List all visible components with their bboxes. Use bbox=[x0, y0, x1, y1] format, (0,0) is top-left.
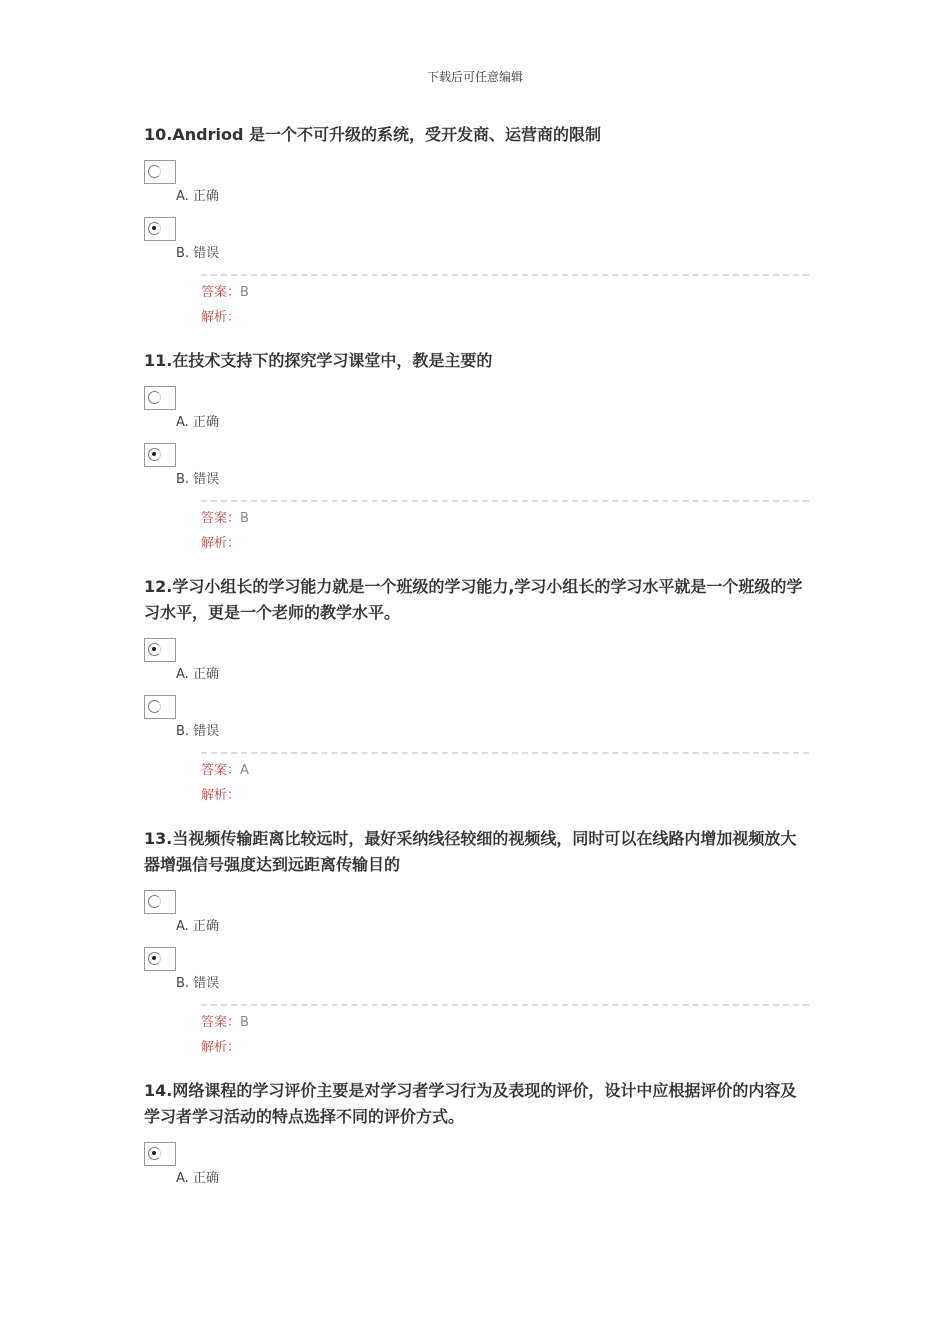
analysis-label: 解析： bbox=[201, 536, 241, 551]
question-text: 在技术支持下的探究学习课堂中，教是主要的 bbox=[172, 351, 493, 370]
radio-button[interactable] bbox=[144, 695, 176, 719]
option-label: A. 正确 bbox=[176, 667, 219, 682]
radio-button-selected[interactable] bbox=[144, 1142, 176, 1166]
answer-option bbox=[144, 695, 809, 740]
analysis-line bbox=[201, 1035, 809, 1060]
answer-option bbox=[144, 160, 809, 205]
answer-label: 答案： bbox=[201, 285, 241, 300]
answer-option bbox=[144, 638, 809, 683]
radio-circle-icon bbox=[148, 448, 161, 461]
radio-circle-icon bbox=[148, 222, 161, 235]
question-title bbox=[144, 348, 809, 374]
option-label: A. 正确 bbox=[176, 1171, 219, 1186]
answer-block bbox=[201, 1004, 809, 1060]
question-number: 14. bbox=[144, 1081, 173, 1100]
analysis-line bbox=[201, 531, 809, 556]
question-item bbox=[144, 574, 809, 808]
answer-line bbox=[201, 280, 809, 305]
radio-button-selected[interactable] bbox=[144, 443, 176, 467]
analysis-line bbox=[201, 305, 809, 330]
radio-button-selected[interactable] bbox=[144, 947, 176, 971]
answer-option bbox=[144, 947, 809, 992]
question-number: 11. bbox=[144, 351, 173, 370]
analysis-label: 解析： bbox=[201, 1040, 241, 1055]
analysis-line bbox=[201, 783, 809, 808]
question-number: 13. bbox=[144, 829, 173, 848]
answer-block bbox=[201, 752, 809, 808]
question-text: 是一个不可升级的系统，受开发商、运营商的限制 bbox=[243, 125, 601, 144]
question-title bbox=[144, 826, 809, 878]
answer-option bbox=[144, 386, 809, 431]
analysis-label: 解析： bbox=[201, 310, 241, 325]
radio-button-selected[interactable] bbox=[144, 638, 176, 662]
answer-block bbox=[201, 500, 809, 556]
option-label: A. 正确 bbox=[176, 189, 219, 204]
answer-option bbox=[144, 217, 809, 262]
radio-button[interactable] bbox=[144, 160, 176, 184]
question-number: 12. bbox=[144, 577, 173, 596]
option-label: B. 错误 bbox=[176, 976, 220, 991]
answer-label: 答案： bbox=[201, 511, 241, 526]
question-title bbox=[144, 122, 809, 148]
answer-value: B bbox=[240, 1015, 249, 1030]
radio-button[interactable] bbox=[144, 386, 176, 410]
question-title bbox=[144, 1078, 809, 1130]
answer-line bbox=[201, 506, 809, 531]
radio-circle-icon bbox=[148, 700, 161, 713]
radio-circle-icon bbox=[148, 391, 161, 404]
radio-circle-icon bbox=[148, 1147, 161, 1160]
question-text: 学习小组长的学习能力就是一个班级的学习能力,学习小组长的学习水平就是一个班级的学习水平，更是一个老师的教学水平。 bbox=[144, 577, 803, 622]
answer-block bbox=[201, 274, 809, 330]
radio-button-selected[interactable] bbox=[144, 217, 176, 241]
header-note: 下载后可任意编辑 bbox=[426, 70, 523, 84]
radio-circle-icon bbox=[148, 165, 161, 178]
option-label: A. 正确 bbox=[176, 415, 219, 430]
answer-value: B bbox=[240, 285, 249, 300]
option-label: B. 错误 bbox=[176, 246, 220, 261]
answer-line bbox=[201, 1010, 809, 1035]
answer-option bbox=[144, 1142, 809, 1187]
question-list bbox=[144, 122, 809, 1205]
answer-label: 答案： bbox=[201, 1015, 241, 1030]
answer-line bbox=[201, 758, 809, 783]
question-item bbox=[144, 826, 809, 1060]
answer-option bbox=[144, 890, 809, 935]
question-item bbox=[144, 1078, 809, 1187]
radio-circle-icon bbox=[148, 895, 161, 908]
radio-button[interactable] bbox=[144, 890, 176, 914]
option-label: B. 错误 bbox=[176, 472, 220, 487]
option-label: A. 正确 bbox=[176, 919, 219, 934]
analysis-label: 解析： bbox=[201, 788, 241, 803]
radio-circle-icon bbox=[148, 643, 161, 656]
question-keyword: Andriod bbox=[172, 125, 244, 144]
question-item bbox=[144, 122, 809, 330]
answer-value: A bbox=[240, 763, 249, 778]
option-label: B. 错误 bbox=[176, 724, 220, 739]
question-title bbox=[144, 574, 809, 626]
answer-option bbox=[144, 443, 809, 488]
answer-value: B bbox=[240, 511, 249, 526]
radio-circle-icon bbox=[148, 952, 161, 965]
question-number: 10. bbox=[144, 125, 173, 144]
question-text: 网络课程的学习评价主要是对学习者学习行为及表现的评价，设计中应根据评价的内容及学习者学习活动的特点选择不同的评价方式。 bbox=[144, 1081, 797, 1126]
question-item bbox=[144, 348, 809, 556]
question-text: 当视频传输距离比较远时，最好采纳线径较细的视频线，同时可以在线路内增加视频放大器增强信号强度达到远距离传输目的 bbox=[144, 829, 797, 874]
answer-label: 答案： bbox=[201, 763, 241, 778]
